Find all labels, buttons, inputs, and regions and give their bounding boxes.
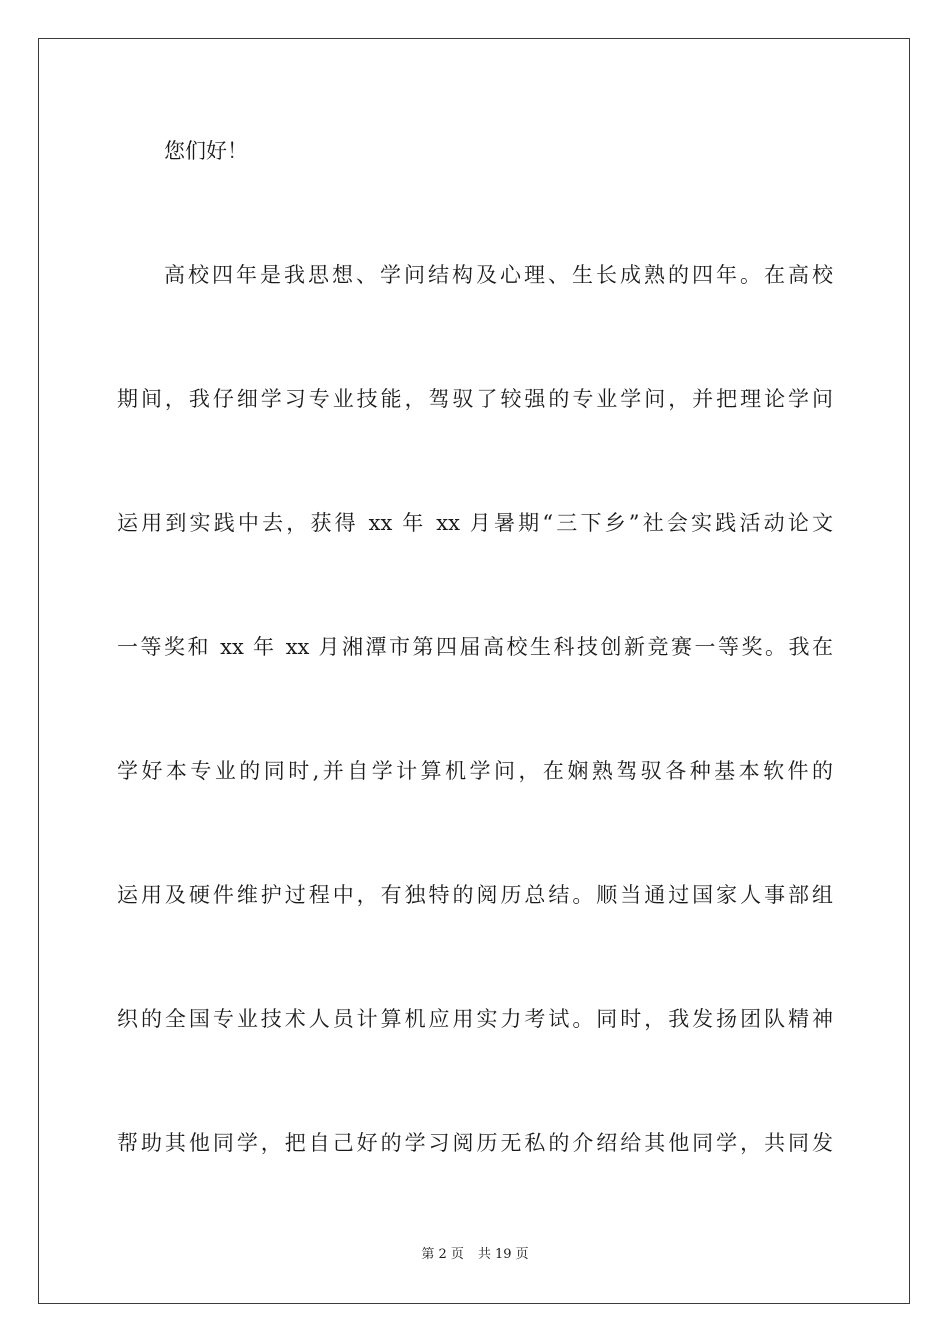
page-total: 共 19 页: [477, 1247, 529, 1262]
page-border: [38, 38, 910, 1304]
body-line-5: 学好本专业的同时,并自学计算机学问，在娴熟驾驭各种基本软件的: [117, 759, 833, 783]
body-line-7: 织的全国专业技术人员计算机应用实力考试。同时，我发扬团队精神: [117, 1007, 833, 1031]
greeting-line: 您们好！: [164, 139, 248, 163]
body-line-2: 期间，我仔细学习专业技能，驾驭了较强的专业学问，并把理论学问: [117, 387, 833, 411]
body-line-3: 运用到实践中去，获得 xx 年 xx 月暑期“三下乡”社会实践活动论文: [117, 511, 833, 535]
body-line-4: 一等奖和 xx 年 xx 月湘潭市第四届高校生科技创新竞赛一等奖。我在: [117, 635, 833, 659]
body-line-8: 帮助其他同学，把自己好的学习阅历无私的介绍给其他同学，共同发: [117, 1131, 833, 1155]
page-number: 第 2 页: [421, 1247, 464, 1262]
page-footer: [0, 1246, 950, 1264]
body-line-6: 运用及硬件维护过程中，有独特的阅历总结。顺当通过国家人事部组: [117, 883, 833, 907]
body-line-1: 高校四年是我思想、学问结构及心理、生长成熟的四年。在高校: [164, 263, 833, 287]
